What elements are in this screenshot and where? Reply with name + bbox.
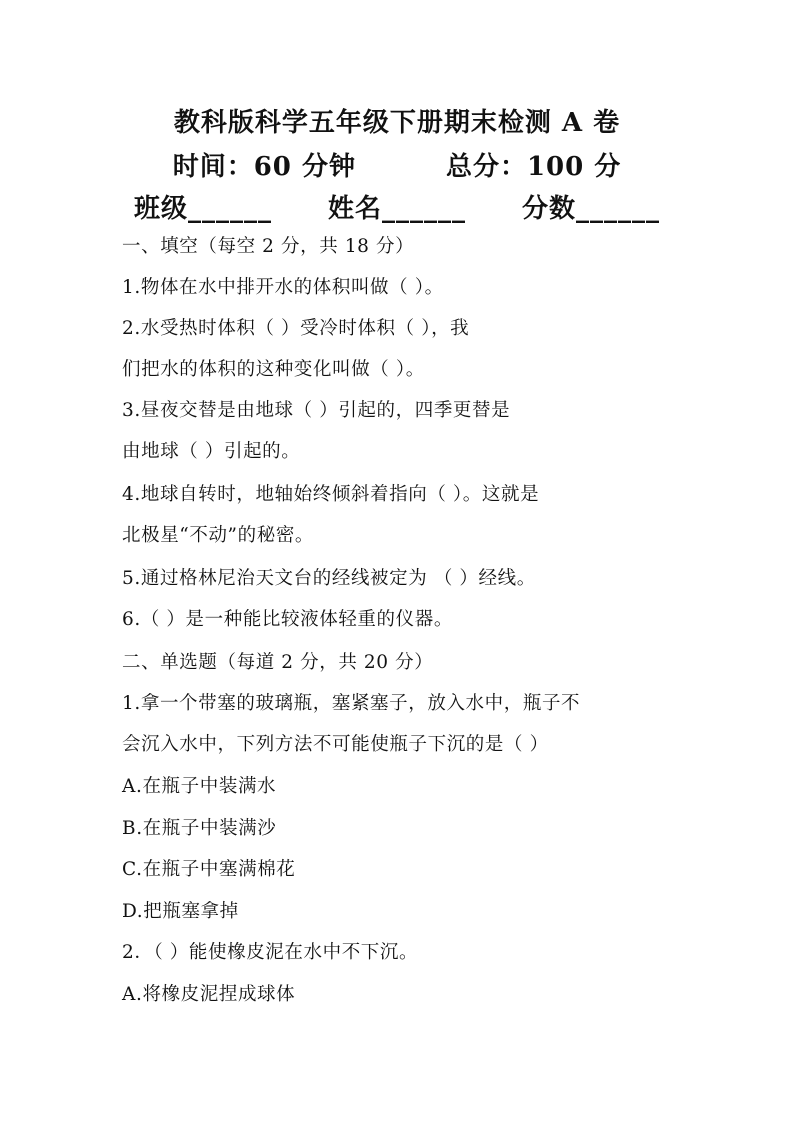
section-heading-fill-blank: 一、填空（每空 2 分，共 18 分） — [122, 236, 415, 257]
exam-time: 时间：60 分钟 — [172, 152, 356, 182]
fill-question-2-line-2: 们把水的体积的这种变化叫做（ ）。 — [122, 359, 425, 380]
exam-total-score: 总分：100 分 — [445, 152, 622, 182]
fill-question-5: 5.通过格林尼治天文台的经线被定为 （ ）经线。 — [122, 568, 536, 589]
name-field: 姓名______ — [327, 194, 466, 224]
choice-question-1-line-1: 1.拿一个带塞的玻璃瓶，塞紧塞子，放入水中，瓶子不 — [122, 693, 581, 714]
score-field: 分数______ — [522, 194, 661, 224]
choice-question-2-option-a: A.将橡皮泥捏成球体 — [122, 984, 296, 1005]
choice-question-1-option-b: B.在瓶子中装满沙 — [122, 818, 277, 839]
fill-question-4-line-2: 北极星“不动”的秘密。 — [122, 525, 315, 546]
choice-question-2: 2．（ ）能使橡皮泥在水中不下沉。 — [122, 942, 419, 963]
fill-question-1: 1.物体在水中排开水的体积叫做（ ）。 — [122, 277, 444, 298]
student-info — [0, 188, 794, 225]
choice-question-1-option-d: D.把瓶塞拿掉 — [122, 901, 239, 922]
fill-question-2-line-1: 2.水受热时体积（ ）受冷时体积（ ），我 — [122, 318, 470, 339]
class-field: 班级______ — [133, 194, 272, 224]
choice-question-1-line-2: 会沉入水中，下列方法不可能使瓶子下沉的是（ ） — [122, 734, 549, 755]
section-heading-single-choice: 二、单选题（每道 2 分，共 20 分） — [122, 652, 434, 673]
fill-question-3-line-1: 3.昼夜交替是由地球（ ）引起的，四季更替是 — [122, 400, 511, 421]
choice-question-1-option-a: A.在瓶子中装满水 — [122, 776, 277, 797]
fill-question-3-line-2: 由地球（ ）引起的。 — [122, 441, 301, 462]
fill-question-4-line-1: 4.地球自转时，地轴始终倾斜着指向（ ）。这就是 — [122, 484, 540, 505]
exam-meta — [0, 146, 794, 183]
exam-title: 教科版科学五年级下册期末检测 A 卷 — [173, 108, 621, 138]
fill-question-6: 6.（ ）是一种能比较液体轻重的仪器。 — [122, 609, 453, 630]
choice-question-1-option-c: C.在瓶子中塞满棉花 — [122, 859, 296, 880]
